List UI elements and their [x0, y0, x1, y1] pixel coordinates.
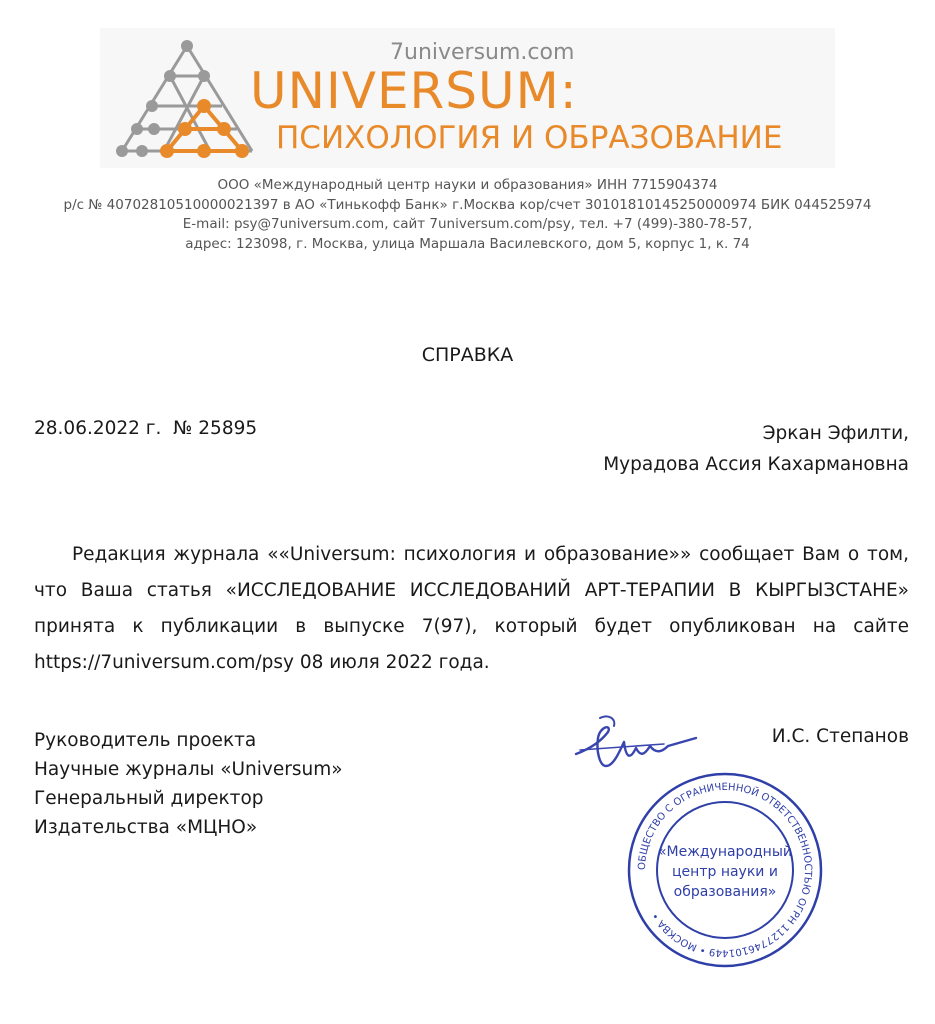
requisites-line: ООО «Международный центр науки и образования» ИНН 7715904374	[217, 177, 718, 193]
signatory-line: Научные журналы «Universum»	[34, 759, 343, 780]
date-and-number: 28.06.2022 г. № 25895	[34, 418, 258, 439]
seal-center-line: центр науки и	[672, 864, 778, 880]
seal-center-line: «Международный	[657, 844, 793, 860]
signatory-line: Издательства «МЦНО»	[34, 817, 258, 838]
company-requisites	[0, 176, 935, 254]
recipients	[603, 418, 909, 480]
handwritten-signature	[570, 712, 705, 777]
signatory-line: Генеральный директор	[34, 788, 264, 809]
triangle-logo-icon	[112, 36, 262, 161]
seal-ring-text: ОБЩЕСТВО С ОГРАНИЧЕННОЙ ОТВЕТСТВЕННОСТЬЮ ОГРН 1127746101449 • МОСКВА •	[636, 781, 814, 959]
company-seal	[625, 770, 825, 970]
seal-center-line: образования»	[673, 884, 777, 900]
brand-name: UNIVERSUM:	[250, 62, 578, 120]
signatory-position	[34, 726, 343, 842]
brand-subtitle: ПСИХОЛОГИЯ И ОБРАЗОВАНИЕ	[276, 120, 783, 156]
requisites-line: р/с № 40702810510000021397 в АО «Тинькофф Банк» г.Москва кор/счет 30101810145250000974 БИК 044525974	[63, 196, 872, 213]
recipient-line: Эркан Эфилти,	[762, 423, 909, 444]
signer-name: И.С. Степанов	[771, 726, 909, 747]
requisites-line: адрес: 123098, г. Москва, улица Маршала Василевского, дом 5, корпус 1, к. 74	[185, 235, 750, 252]
recipient-line: Мурадова Ассия Кахармановна	[603, 454, 909, 475]
body-paragraph: Редакция журнала ««Universum: психология и образование»» сообщает Вам о том, что Ваша статья «ИССЛЕДОВАНИЕ ИССЛЕДОВАНИЙ АРТ-ТЕРАПИИ В КЫРГЫЗСТАНЕ» принята к публикации в выпуске 7(97), который будет опубликован на сайте https://7universum.com/psy 08 июля 2022 года.	[34, 544, 909, 673]
requisites-line: E-mail: psy@7universum.com, сайт 7universum.com/psy, тел. +7 (499)-380-78-57,	[182, 216, 753, 232]
document-title: СПРАВКА	[421, 344, 514, 366]
site-url: 7universum.com	[390, 40, 575, 65]
signatory-line: Руководитель проекта	[34, 730, 257, 751]
